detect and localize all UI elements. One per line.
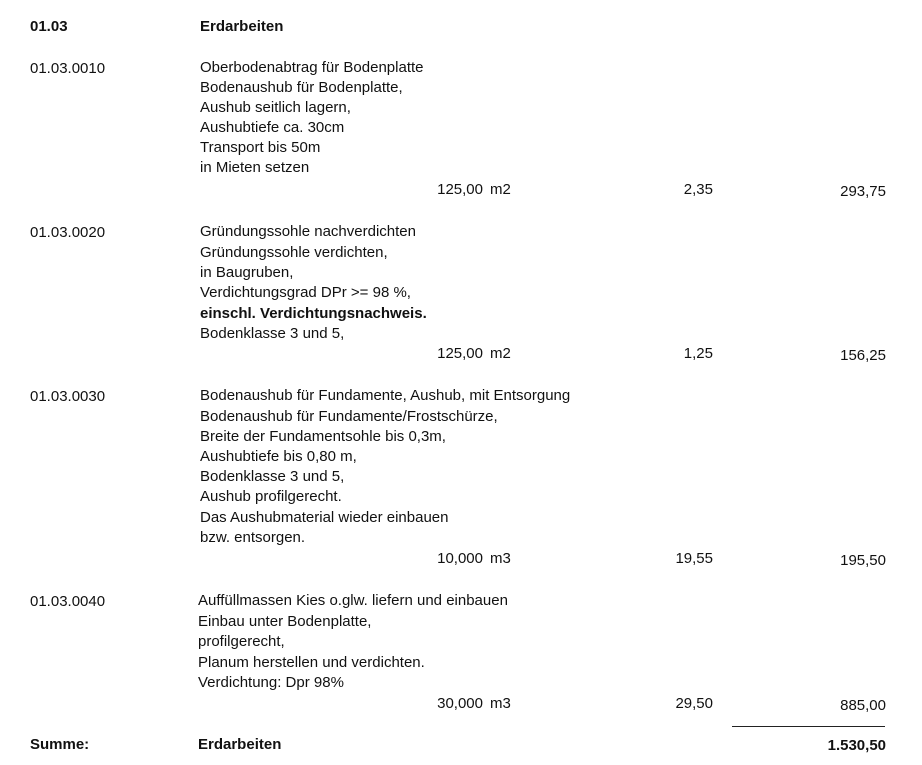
quantity: 10,000 [437,550,483,567]
section-code: 01.03 [30,18,68,35]
description-line: Bodenklasse 3 und 5, [200,468,345,485]
position-id: 01.03.0040 [30,593,106,610]
unit: m2 [490,181,511,198]
description-line: Bodenaushub für Bodenplatte, [200,79,403,96]
description-line: Verdichtung: Dpr 98% [198,674,344,691]
description-line: Bodenklasse 3 und 5, [200,325,345,342]
description-line: Das Aushubmaterial wieder einbauen [200,509,449,526]
description-line: bzw. entsorgen. [200,529,306,546]
line-total: 195,50 [840,552,886,569]
description-line: in Baugruben, [200,264,294,281]
description-line: profilgerecht, [198,633,285,650]
line-total: 156,25 [840,347,886,364]
description-line: Einbau unter Bodenplatte, [198,613,372,630]
description-line: Transport bis 50m [200,139,321,156]
description-line: Gründungssohle nachverdichten [200,223,416,240]
sum-divider [732,726,885,727]
unit-price: 2,35 [683,181,713,198]
position-id: 01.03.0020 [30,224,106,241]
position-id: 01.03.0030 [30,388,106,405]
description-line: Gründungssohle verdichten, [200,244,388,261]
description-line: Verdichtungsgrad DPr >= 98 %, [200,284,411,301]
line-total: 885,00 [840,697,886,714]
unit: m3 [490,695,511,712]
description-line: Aushubtiefe bis 0,80 m, [200,448,357,465]
description-line: Breite der Fundamentsohle bis 0,3m, [200,428,446,445]
quantity: 125,00 [437,181,483,198]
grand-total: 1.530,50 [827,737,886,754]
description-line: in Mieten setzen [200,159,310,176]
section-title: Erdarbeiten [200,18,284,35]
unit-price: 19,55 [675,550,713,567]
unit-price: 1,25 [683,345,713,362]
description-line: Bodenaushub für Fundamente/Frostschürze, [200,408,498,425]
line-total: 293,75 [840,183,886,200]
description-line: Auffüllmassen Kies o.glw. liefern und einbauen [198,592,508,609]
description-line: Bodenaushub für Fundamente, Aushub, mit Entsorgung [200,387,571,404]
description-line-bold: einschl. Verdichtungsnachweis. [200,305,427,322]
description-line: Aushub profilgerecht. [200,488,342,505]
description-line: Planum herstellen und verdichten. [198,654,425,671]
quantity: 125,00 [437,345,483,362]
description-line: Aushub seitlich lagern, [200,99,351,116]
unit-price: 29,50 [675,695,713,712]
quantity: 30,000 [437,695,483,712]
summary-title: Erdarbeiten [198,736,282,753]
description-line: Aushubtiefe ca. 30cm [200,119,345,136]
summary-label: Summe: [30,736,90,753]
position-id: 01.03.0010 [30,60,106,77]
unit: m2 [490,345,511,362]
description-line: Oberbodenabtrag für Bodenplatte [200,59,424,76]
unit: m3 [490,550,511,567]
